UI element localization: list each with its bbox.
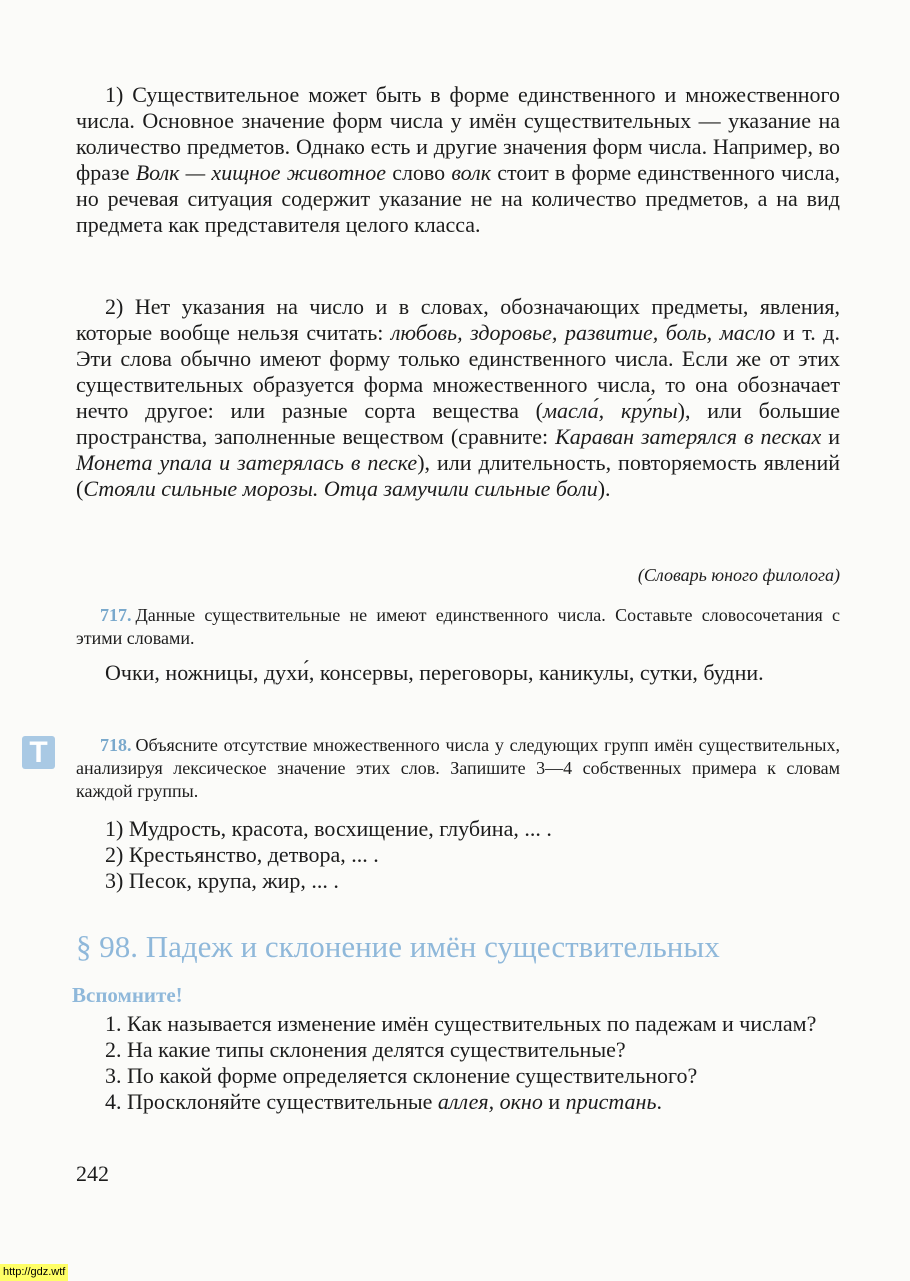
p1-text-2: слово [385,160,452,185]
exercise-718 [76,734,840,803]
recall-questions [76,1011,840,1115]
exercise-718-text: Объясните отсутствие множественного числа у следующих групп имён существительных, анализируя лексическое значение этих слов. Запишите 3—4 собственных примера к словам каждой группы. [76,735,840,801]
p2-words-2: масла́, кру́пы [543,398,678,423]
p1-word: волк [451,160,491,185]
q4-end: . [656,1089,662,1114]
p2-text-3: ), или большие пространства, заполненные веществом (сравните: [76,398,840,449]
section-heading: § 98. Падеж и склонение имён существительных [76,929,720,964]
p2-text-4: ), или длительность, повторяемость явлений ( [76,450,841,501]
p1-text-1: 1) Существительное может быть в форме единственного и множественного числа. Основное значение форм числа у имён существительных — указание на количество предметов. Однако есть и другие значения форм числа. Например, во фразе [76,82,840,185]
exercise-717-number: 717. [100,605,132,625]
teacher-t-icon: Т [22,736,55,769]
p2-example-3: Стояли сильные морозы. Отца замучили сильные боли [83,476,598,501]
q4-text: 4. Просклоняйте существительные [105,1089,438,1114]
paragraph-1 [76,82,840,238]
list-item: 3) Песок, крупа, жир, ... . [105,868,339,893]
question-2: 2. На какие типы склонения делятся существительные? [105,1037,626,1062]
p2-text-5: ). [597,476,611,501]
source-citation: (Словарь юного филолога) [637,565,840,585]
exercise-717-text: Данные существительные не имеют единственного числа. Составьте словосочетания с этими словами. [76,605,840,648]
exercise-717 [76,604,840,650]
q4-word: пристань [565,1089,657,1114]
paragraph-2 [76,294,840,502]
q4-words: аллея, окно [437,1089,543,1114]
p2-words: любовь, здоровье, развитие, боль, масло [390,320,776,345]
q4-and: и [542,1089,566,1114]
p2-and: и [821,424,840,449]
list-item: 1) Мудрость, красота, восхищение, глубина, ... . [105,816,552,841]
watermark-link[interactable]: http://gdz.wtf [0,1264,68,1281]
question-3: 3. По какой форме определяется склонение существительного? [105,1063,698,1088]
question-4 [76,1089,840,1115]
exercise-718-list [105,816,835,894]
recall-label: Вспомните! [72,983,183,1007]
list-item: 2) Крестьянство, детвора, ... . [105,842,379,867]
exercise-718-number: 718. [100,735,132,755]
exercise-717-words: Очки, ножницы, духи́, консервы, переговоры, каникулы, сутки, будни. [105,660,764,685]
p2-example-2: Монета упала и затерялась в песке [76,450,418,475]
question-1: 1. Как называется изменение имён существительных по падежам и числам? [105,1011,817,1036]
page-number: 242 [76,1161,109,1186]
p1-example: Волк — хищное животное [135,160,386,185]
p1-text-3: стоит в форме единственного числа, но речевая ситуация содержит указание не на количество предметов, а на вид предмета как представителя целого класса. [76,160,840,237]
p2-text-1: 2) Нет указания на число и в словах, обозначающих предметы, явления, которые вообще нельзя считать: [76,294,840,345]
p2-example-1: Караван затерялся в песках [555,424,822,449]
p2-text-2: и т. д. Эти слова обычно имеют форму только единственного числа. Если же от этих существительных образуется форма множественного числа, то она обозначает нечто другое: или разные сорта вещества ( [76,320,840,423]
